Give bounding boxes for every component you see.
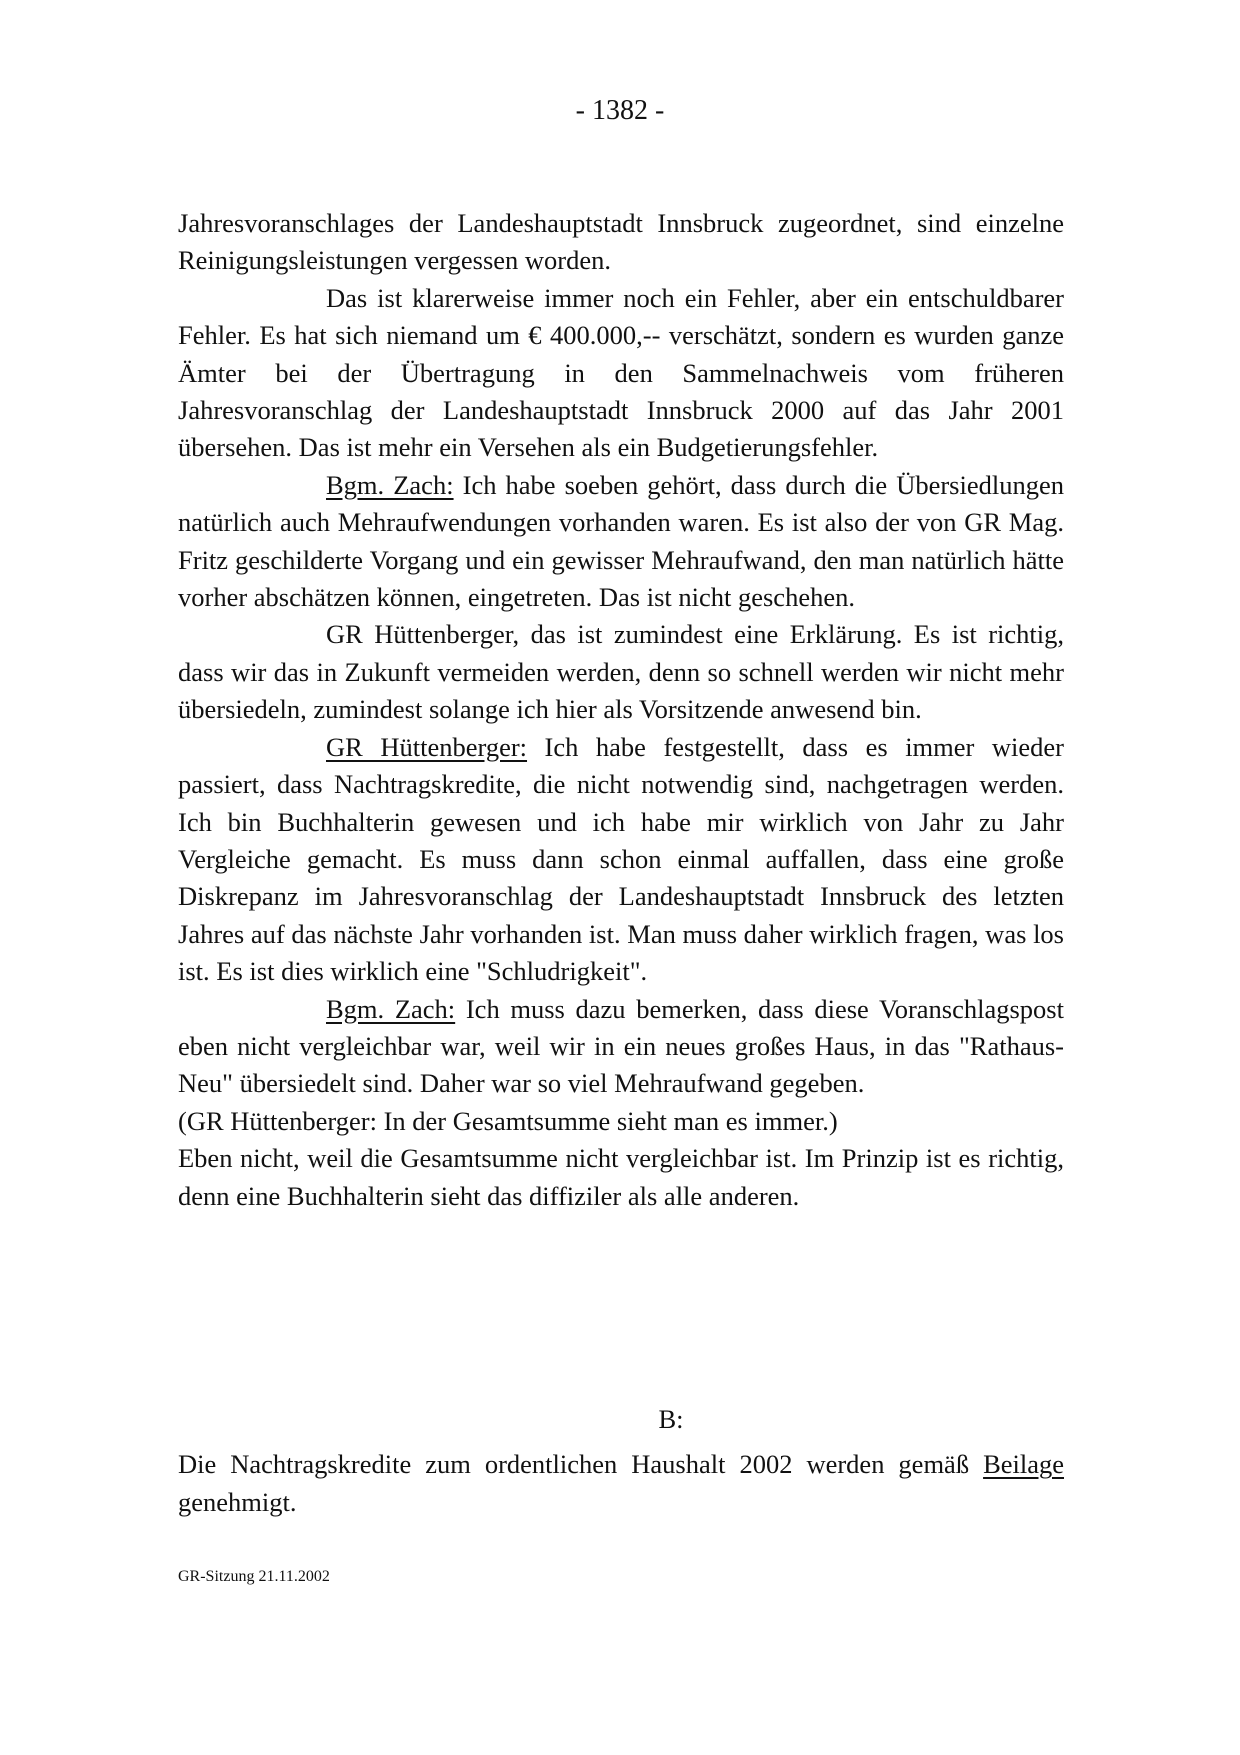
resolution-end: genehmigt. xyxy=(178,1486,297,1517)
speaker-name: GR Hüttenberger: xyxy=(326,731,528,762)
paragraph-5 xyxy=(178,729,1064,991)
paragraph-2: Das ist klarerweise immer noch ein Fehler, aber ein entschuldbarer Fehler. Es hat sich niemand um € 400.000,-- verschätzt, sondern es wurden ganze Ämter bei der Übertragung in den Sammelnachweis vom früheren Jahresvoranschlag der Landeshauptstadt Innsbruck 2000 auf das Jahr 2001 übersehen. Das ist mehr ein Versehen als ein Budgetierungsfehler. xyxy=(178,282,1064,463)
paragraph-8: Eben nicht, weil die Gesamtsumme nicht vergleichbar ist. Im Prinzip ist es richtig, denn eine Buchhalterin sieht das diffiziler als alle anderen. xyxy=(178,1143,1064,1211)
paragraph-text: Ich habe soeben gehört, dass durch die Übersiedlungen natürlich auch Mehraufwendungen vorhanden waren. Es ist also der von GR Mag. Fritz geschilderte Vorgang und ein gewisser Mehraufwand, den man natürlich hätte vorher abschätzen können, eingetreten. Das ist nicht geschehen. xyxy=(178,469,1064,613)
footer-session-date: GR-Sitzung 21.11.2002 xyxy=(178,1568,330,1585)
speaker-name: Bgm. Zach: xyxy=(326,993,456,1024)
beilage-reference: Beilage xyxy=(983,1449,1064,1480)
paragraph-text: Ich muss dazu bemerken, dass diese Voranschlagspost eben nicht vergleichbar war, weil wir in ein neues großes Haus, in das "Rathaus-Neu" übersiedelt sind. Daher war so viel Mehraufwand gegeben. xyxy=(178,993,1064,1099)
page-number: - 1382 - xyxy=(575,95,665,126)
paragraph-4: GR Hüttenberger, das ist zumindest eine Erklärung. Es ist richtig, dass wir das in Zukunft vermeiden werden, denn so schnell werden wir nicht mehr übersiedeln, zumindest solange ich hier als Vorsitzende anwesend bin. xyxy=(178,619,1064,725)
resolution-start: Die Nachtragskredite zum ordentlichen Haushalt 2002 werden gemäß xyxy=(178,1449,984,1480)
paragraph-6 xyxy=(178,991,1064,1103)
section-b xyxy=(178,1401,1064,1521)
paragraph-7: (GR Hüttenberger: In der Gesamtsumme sieht man es immer.) xyxy=(178,1105,838,1136)
paragraph-3 xyxy=(178,467,1064,617)
speaker-name: Bgm. Zach: xyxy=(326,469,454,500)
paragraph-text: Ich habe festgestellt, dass es immer wieder passiert, dass Nachtragskredite, die nicht notwendig sind, nachgetragen werden. Ich bin Buchhalterin gewesen und ich habe mir wirklich von Jahr zu Jahr Vergleiche gemacht. Es muss dann schon einmal auffallen, dass eine große Diskrepanz im Jahresvoranschlag der Landeshauptstadt Innsbruck des letzten Jahres auf das nächste Jahr vorhanden ist. Man muss daher wirklich fragen, was los ist. Es ist dies wirklich eine "Schludrigkeit". xyxy=(178,731,1064,987)
paragraph-1: Jahresvoranschlages der Landeshauptstadt Innsbruck zugeordnet, sind einzelne Reinigungsleistungen vergessen worden. xyxy=(178,208,1064,276)
resolution-text xyxy=(178,1446,1064,1521)
section-label: B: xyxy=(658,1404,684,1434)
document-body xyxy=(178,205,1064,1215)
